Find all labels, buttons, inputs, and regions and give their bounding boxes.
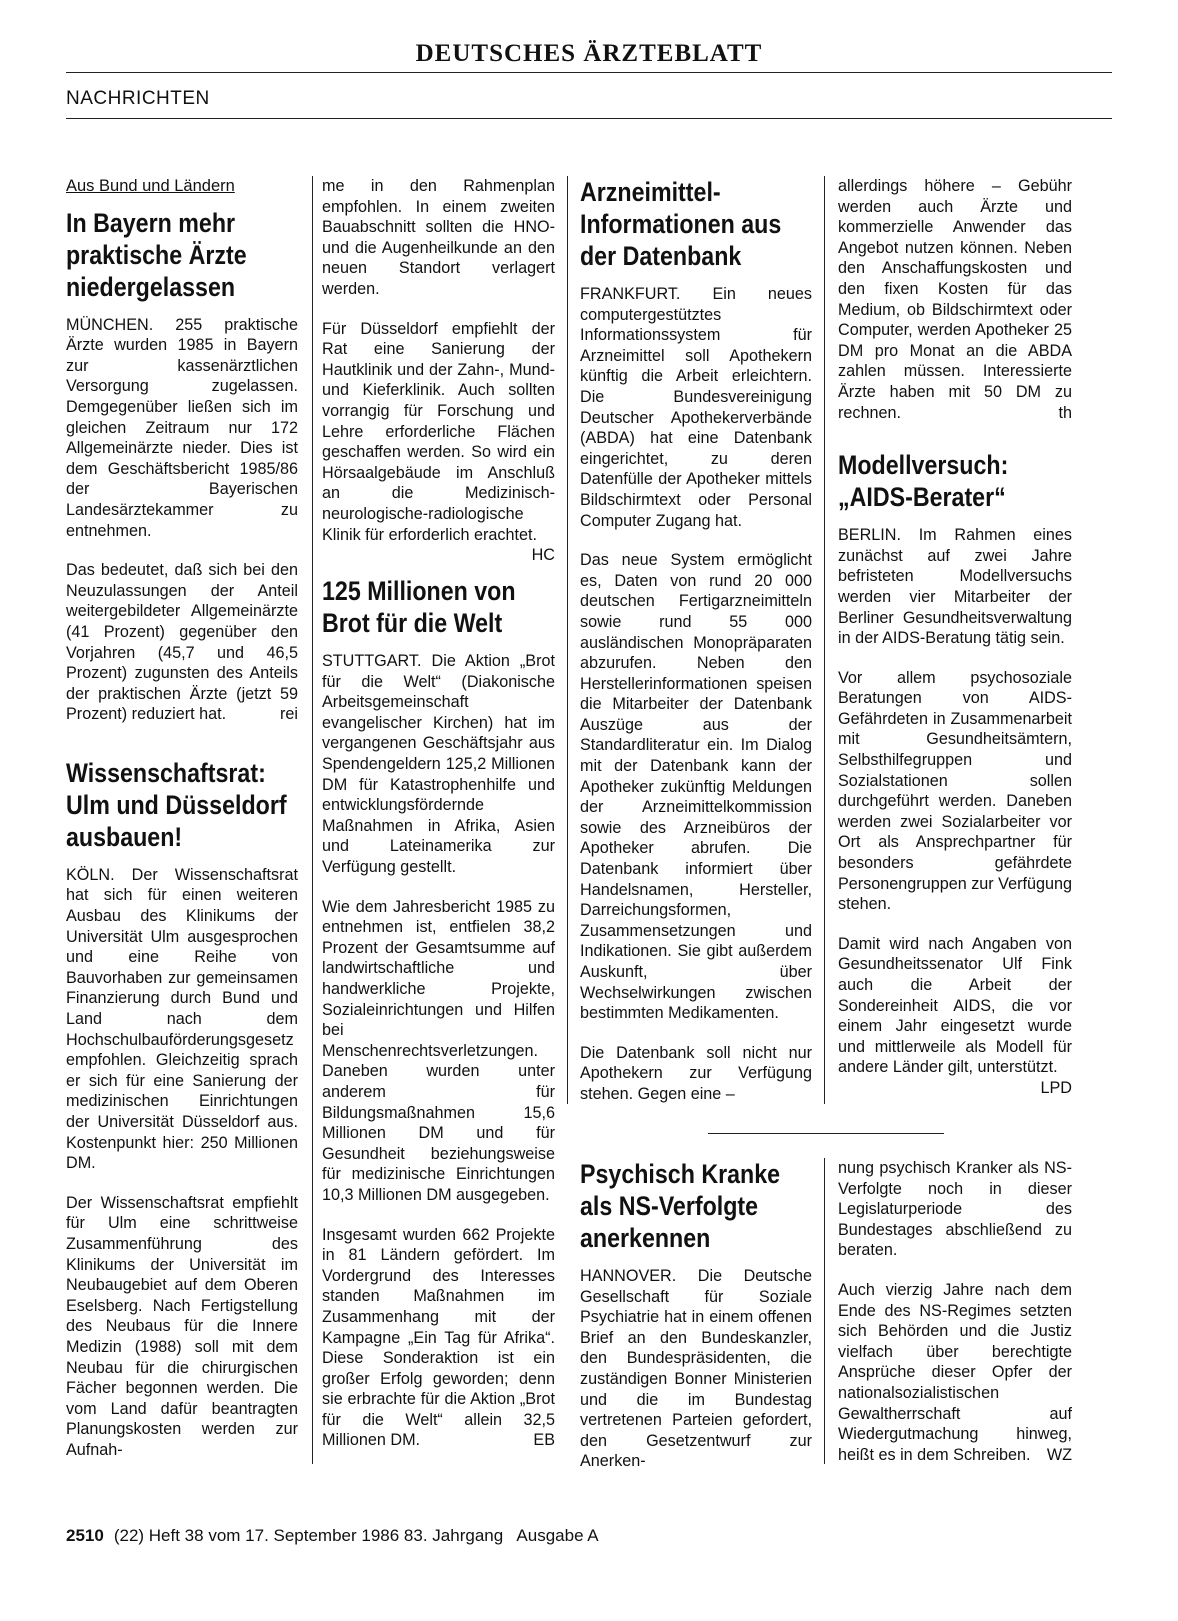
column-1 (66, 176, 298, 1461)
author-signature: EB (533, 1431, 555, 1450)
paragraph: KÖLN. Der Wissenschaftsrat hat sich für einen weiteren Ausbau des Klinikums der Universität Ulm ausgesprochen und eine Reihe von Bauvorhaben zur gemeinsamen Finanzierung durch Bund und Land nach dem Hochschulbauförderungsgesetz empfohlen. Gleichzeitig sprach er sich für eine Sanierung der medizinischen Einrichtungen der Universität Düsseldorf aus. Kostenpunkt hier: 250 Millionen DM. (66, 865, 298, 1173)
paragraph: MÜNCHEN. 255 praktische Ärzte wurden 1985 in Bayern zur kassenärztlichen Versorgung zugelassen. Demgegenüber ließen sich im gleichen Zeitraum nur 172 Allgemeinärzte nieder. Dies ist dem Geschäftsbericht 1985/86 der Bayerischen Landesärztekammer zu entnehmen. (66, 315, 298, 540)
author-signature: rei (280, 705, 298, 724)
column-divider (312, 176, 313, 1464)
author-signature: HC (531, 546, 555, 565)
page-footer (66, 1526, 599, 1546)
column-2 (322, 176, 555, 1451)
paragraph: Insgesamt wurden 662 Projekte in 81 Ländern gefördert. Im Vordergrund des Interesses standen Maßnahmen im Zusammenhang mit der Kampagne „Ein Tag für Afrika“. Diese Sonderaktion ist ein großer Erfolg geworden; denn sie erbrachte für die Aktion „Brot für die Welt“ allein 32,5 Millionen DM. EB (322, 1225, 555, 1450)
paragraph: Die Datenbank soll nicht nur Apothekern zur Verfügung stehen. Gegen eine – (580, 1043, 812, 1103)
column-divider (824, 176, 825, 1104)
headline-brot-fuer-die-welt: 125 Millionen von Brot für die Welt (322, 576, 516, 639)
column-divider (567, 176, 568, 1104)
paragraph: Vor allem psychosoziale Beratungen von AIDS-Gefährdeten in Zusammenarbeit mit Gesundheitsämtern, Selbsthilfegruppen und Sozialstationen sollen durchgeführt werden. Daneben werden zwei Sozialarbeiter vor Ort als Ansprechpartner für besonders gefährdete Personengruppen zur Verfügung stehen. (838, 668, 1072, 914)
paragraph: Wie dem Jahresbericht 1985 zu entnehmen ist, entfielen 38,2 Prozent der Gesamtsumme auf landwirtschaftliche und handwerkliche Projekte, Sozialeinrichtungen und Hilfen bei Menschenrechtsverletzungen. Daneben wurden unter anderem für Bildungsmaßnahmen 15,6 Millionen DM und für Gesundheit beziehungsweise für medizinische Einrichtungen 10,3 Millionen DM ausgegeben. (322, 897, 555, 1204)
headline-bayern: In Bayern mehr praktische Ärzte niedergelassen (66, 207, 247, 302)
column-3-lower (580, 1158, 812, 1472)
paragraph: HANNOVER. Die Deutsche Gesellschaft für Soziale Psychiatrie hat in einem offenen Brief an den Bundeskanzler, den Bundespräsidenten, die zuständigen Bonner Ministerien und die im Bundestag vertretenen Parteien gefordert, den Gesetzentwurf zur Anerken- (580, 1267, 812, 1471)
page-number: 2510 (66, 1526, 104, 1545)
paragraph: Das neue System ermöglicht es, Daten von rund 20 000 deutschen Fertigarzneimitteln sowie rund 55 000 ausländischen Monopräparaten abzurufen. Neben den Herstellerinformationen speisen die Mitarbeiter der Datenbank Auszüge aus der Standardliteratur ein. Im Dialog mit der Datenbank kann der Apotheker zukünftig Meldungen der Arzneimittelkommission sowie des Arzneibüros der Apotheker abrufen. Die Datenbank informiert über Handelsnamen, Hersteller, Darreichungsformen, Zusammensetzungen und Indikationen. Sie gibt außerdem Auskunft, über Wechselwirkungen zwischen bestimmten Medikamenten. (580, 551, 812, 1023)
headline-wissenschaftsrat: Wissenschaftsrat: Ulm und Düsseldorf ausbauen! (66, 757, 287, 852)
paragraph: Das bedeutet, daß sich bei den Neuzulassungen der Anteil weitergebildeter Allgemeinärzte (41 Prozent) gegenüber den Vorjahren (45,7 und 46,5 Prozent) zugunsten des Anteils der praktischen Ärzte (jetzt 59 Prozent) reduziert hat. rei (66, 561, 298, 724)
headline-modellversuch: Modellversuch: „AIDS-Berater“ (838, 450, 1009, 513)
author-signature: LPD (1040, 1078, 1072, 1097)
kicker: Aus Bund und Ländern (66, 177, 235, 195)
paragraph: STUTTGART. Die Aktion „Brot für die Welt“ (Diakonische Arbeitsgemeinschaft evangelischer Kirchen) hat im vergangenen Geschäftsjahr aus Spendengeldern 125,2 Millionen DM für Katastrophenhilfe und entwicklungsfördernde Maßnahmen in Afrika, Asien und Lateinamerika zur Verfügung gestellt. (322, 652, 555, 877)
section-label: NACHRICHTEN (66, 88, 210, 109)
author-signature: th (1058, 403, 1072, 422)
column-4-lower (838, 1158, 1072, 1465)
paragraph: me in den Rahmenplan empfohlen. In einem zweiten Bauabschnitt sollten die HNO- und die Augenheilkunde an den neuen Standort verlagert werden. (322, 177, 555, 298)
paragraph: Für Düsseldorf empfiehlt der Rat eine Sanierung der Hautklinik und der Zahn-, Mund- und Kieferklinik. Auch sollten vorrangig für Forschung und Lehre erforderliche Flächen geschaffen werden. So wird ein Hörsaalgebäude im Anschluß an die Medizinisch-neurologische-radiologische Klinik für erforderlich erachtet. HC (322, 319, 555, 565)
paragraph: nung psychisch Kranker als NS-Verfolgte noch in dieser Legislaturperiode des Bundestages abschließend zu beraten. (838, 1159, 1072, 1260)
section-rule (66, 118, 1112, 119)
paragraph: Auch vierzig Jahre nach dem Ende des NS-Regimes setzten sich Behörden und die Justiz vielfach über berechtigte Ansprüche dieser Opfer der nationalsozialistischen Gewaltherrschaft auf Wiedergutmachung hinweg, heißt es in dem Schreiben. WZ (838, 1280, 1072, 1464)
paragraph: Damit wird nach Angaben von Gesundheitssenator Ulf Fink auch die Arbeit der Sondereinheit AIDS, die vor einem Jahr eingesetzt wurde und mittlerweile als Modell für andere Länder gilt, unterstützt. LPD (838, 934, 1072, 1097)
headline-arzneimittel: Arzneimittel-Informationen aus der Datenbank (580, 177, 782, 271)
masthead: DEUTSCHES ÄRZTEBLATT (415, 40, 763, 67)
issue-info: (22) Heft 38 vom 17. September 1986 83. Jahrgang Ausgabe A (113, 1526, 599, 1545)
headline-psychisch-kranke: Psychisch Kranke als NS-Verfolgte anerkennen (580, 1159, 781, 1253)
column-divider (824, 1158, 825, 1464)
paragraph: Der Wissenschaftsrat empfiehlt für Ulm eine schrittweise Zusammenführung des Klinikums der Universität im Neubaugebiet auf dem Oberen Eselsberg. Nach Fertigstellung des Neubaus für die Innere Medizin (1988) soll mit dem Neubau für die chirurgischen Fächer begonnen werden. Die vom Land dafür beantragten Planungskosten werden zur Aufnah- (66, 1193, 298, 1459)
author-signature: WZ (1046, 1445, 1072, 1464)
paragraph: BERLIN. Im Rahmen eines zunächst auf zwei Jahre befristeten Modellversuchs werden vier Mitarbeiter der Berliner Gesundheitsverwaltung in der AIDS-Beratung tätig sein. (838, 526, 1072, 648)
paragraph: allerdings höhere – Gebühr werden auch Ärzte und kommerzielle Anwender das Angebot nutzen können. Neben den Anschaffungskosten und den fixen Kosten für das Medium, ob Bildschirmtext oder Computer, werden Apotheker 25 DM pro Monat an die ABDA zahlen müssen. Interessierte Ärzte haben mit 50 DM zu rechnen. th (838, 177, 1072, 422)
column-3 (580, 176, 812, 1105)
column-4 (838, 176, 1072, 1099)
paragraph: FRANKFURT. Ein neues computergestütztes Informationssystem für Arzneimittel soll Apothekern künftig die Arbeit erleichtern. Die Bundesvereinigung Deutscher Apothekerverbände (ABDA) hat eine Datenbank eingerichtet, zu deren Datenfülle der Apotheker mittels Bildschirmtext oder Personal Computer Zugang hat. (580, 285, 812, 530)
section-divider (708, 1133, 944, 1134)
masthead-rule (66, 72, 1112, 73)
